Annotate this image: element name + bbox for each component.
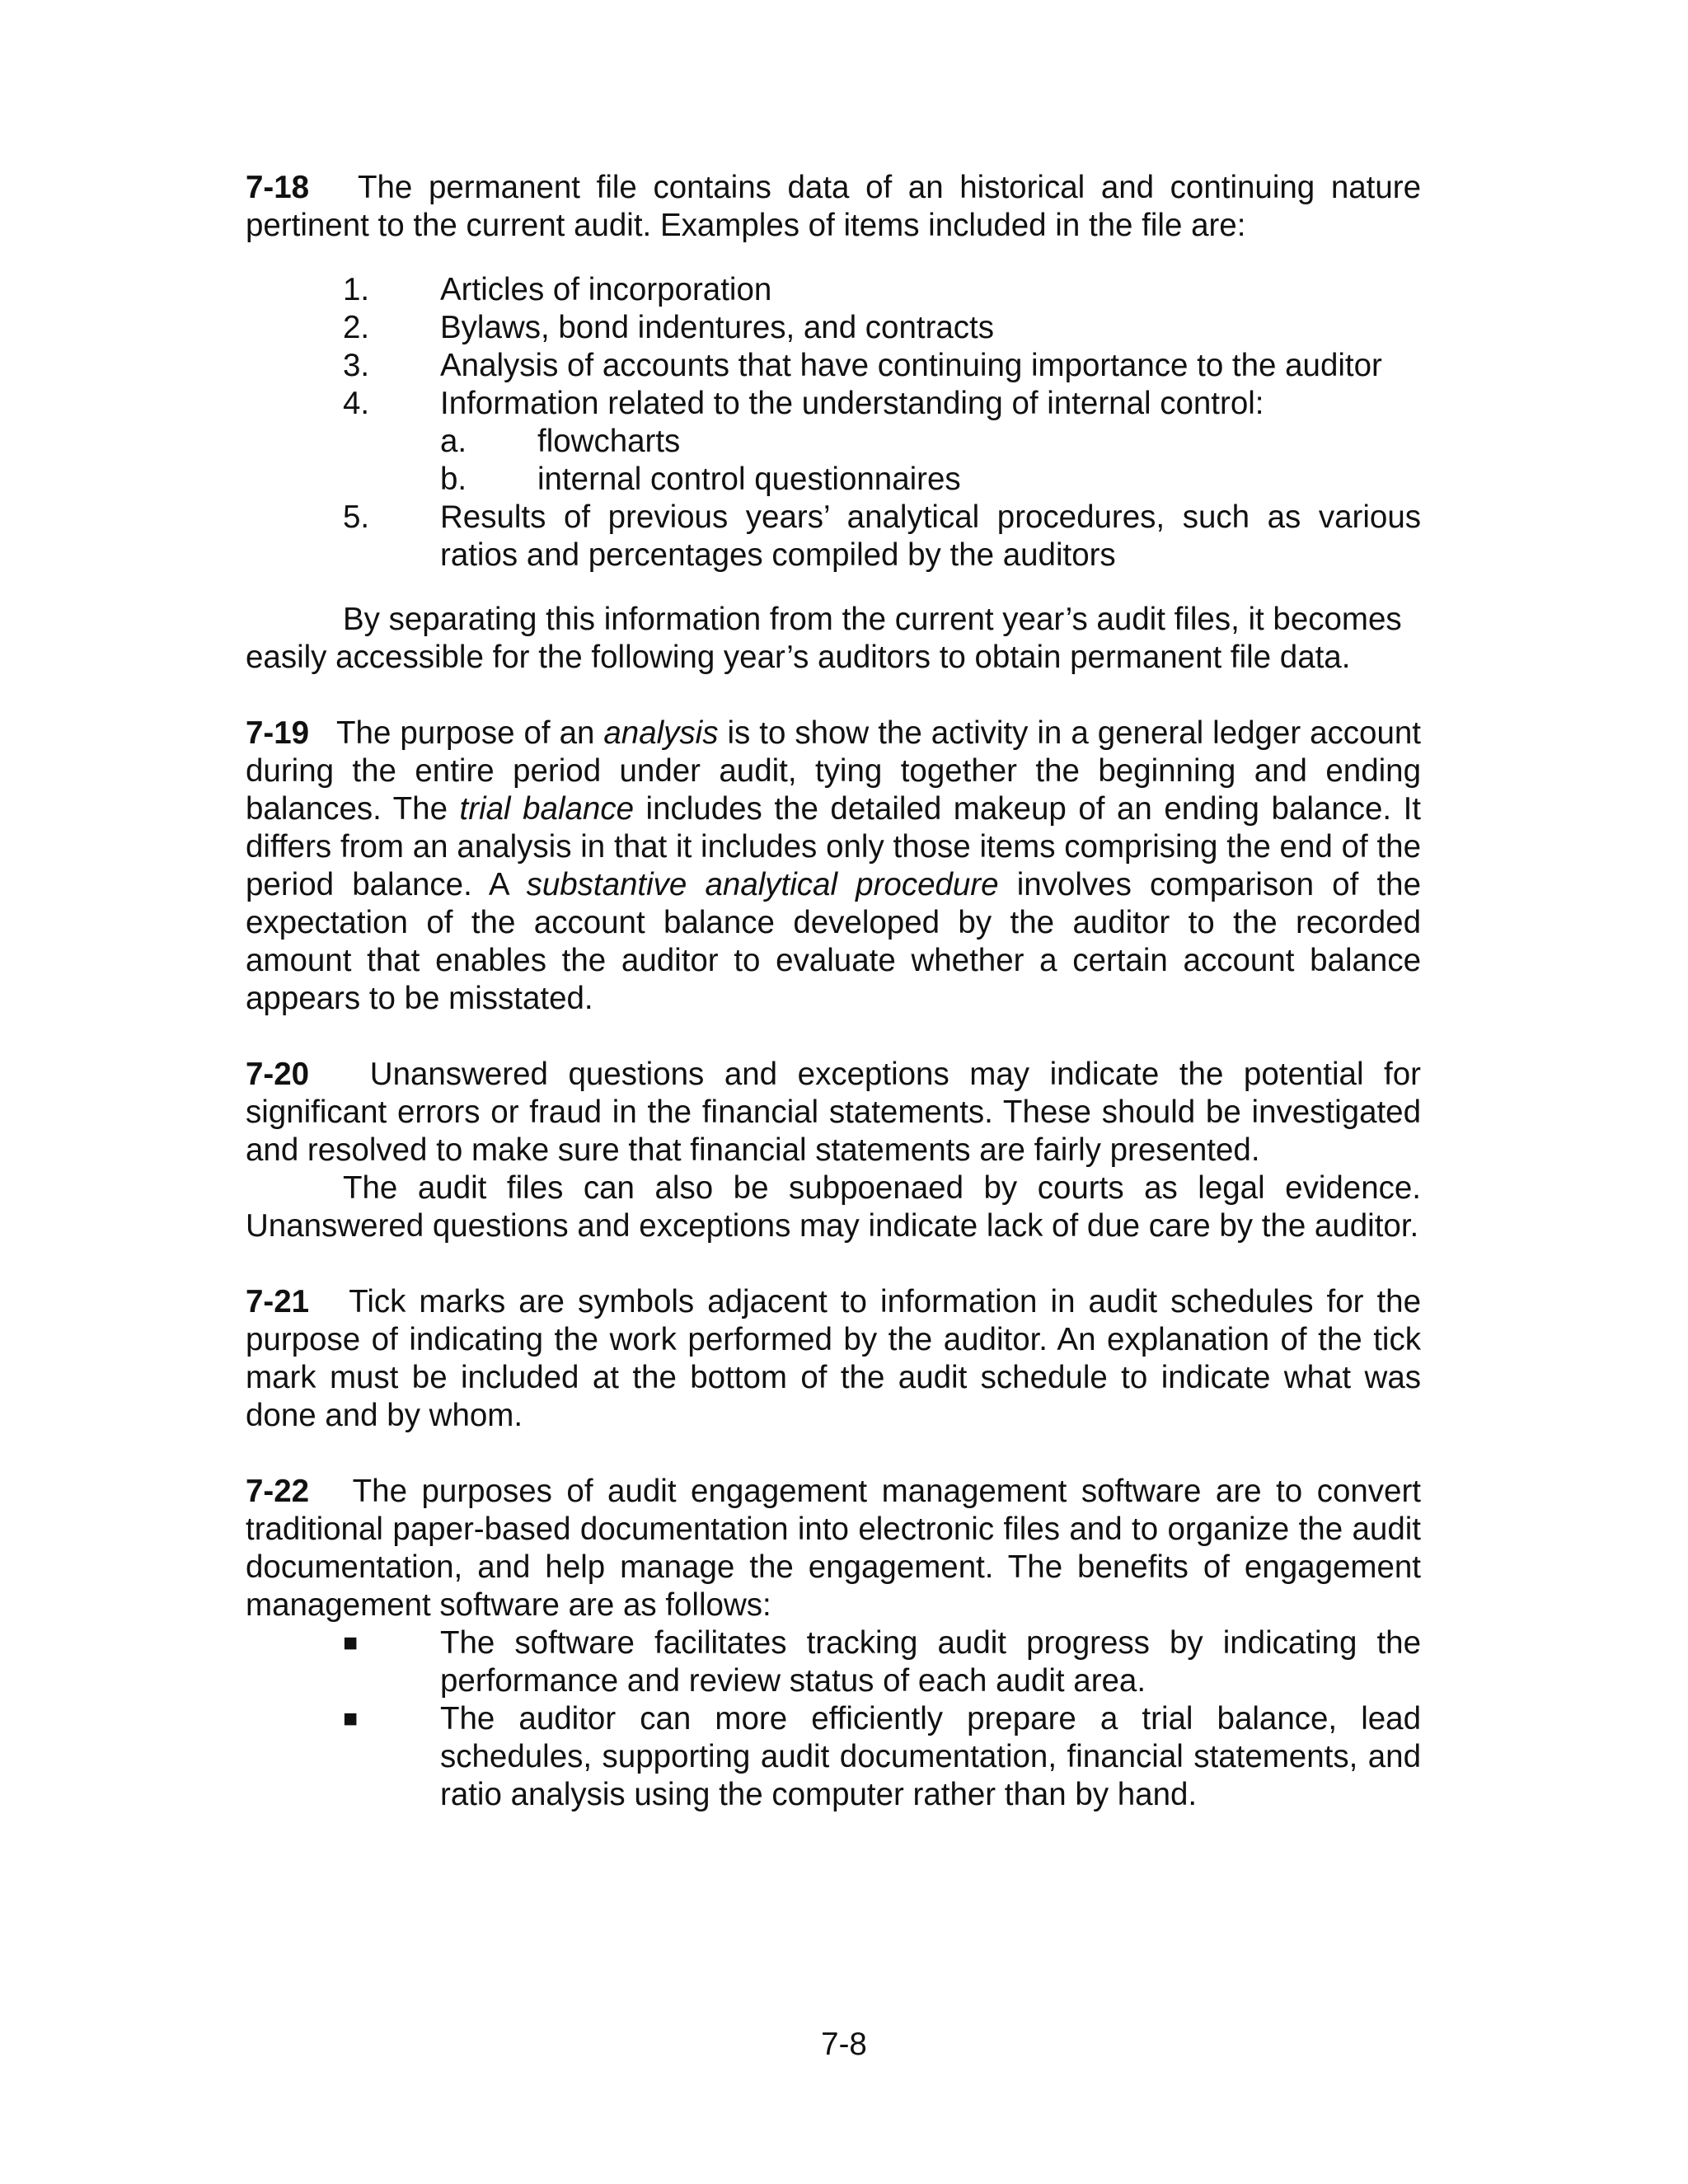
sub-list-marker: a. [440, 424, 467, 459]
q721-number: 7-21 [246, 1284, 310, 1319]
q718-intro-text: The permanent file contains data of an historical and continuing nature pertinent to the current audit. Examples of items included in the file are: [246, 170, 1422, 243]
q719-term-substantive-procedure: substantive analytical procedure [526, 867, 999, 902]
bullet-item-text: The auditor can more efficiently prepare a trial balance, lead schedules, supporting audit documentation, financial statements, and ratio analysis using the computer rather than by hand. [440, 1701, 1421, 1812]
q720-text-1: Unanswered questions and exceptions may indicate the potential for significant errors or fraud in the financial statements. These should be investigated and resolved to make sure that financial statements are fairly presented. [246, 1057, 1421, 1168]
q722-number: 7-22 [246, 1474, 310, 1509]
q719-text-2: is to show the activity in a general ledger account during the entire period under audit, tying together the beginning and ending balances. The [246, 715, 1421, 827]
q721-text: Tick marks are symbols adjacent to information in audit schedules for the purpose of indicating the work performed by the auditor. An explanation of the tick mark must be included at the bottom of the audit schedule to indicate what was done and by whom. [246, 1284, 1421, 1433]
sub-list-item [246, 423, 1421, 461]
list-item-text: Information related to the understanding of internal control: [440, 386, 1264, 421]
q720-number: 7-20 [246, 1057, 310, 1092]
q719-text-3: includes the detailed makeup of an ending balance. It differs from an analysis in that it includes only those items comprising the end of the period balance. A [246, 791, 1421, 902]
sub-list-marker: b. [440, 462, 467, 497]
list-item [246, 309, 1421, 347]
page-number: 7-8 [821, 2027, 867, 2062]
list-item [246, 385, 1421, 423]
bullet-item [246, 1624, 1421, 1700]
q718-intro [246, 169, 1421, 245]
q718-number: 7-18 [246, 170, 310, 205]
bullet-item-text: The software facilitates tracking audit progress by indicating the performance and review status of each audit area. [440, 1625, 1421, 1699]
list-marker: 2. [343, 310, 370, 345]
list-item-text: Articles of incorporation [440, 272, 772, 307]
q722-intro [246, 1473, 1421, 1624]
sub-list-item-text: flowcharts [537, 424, 681, 459]
q719-number: 7-19 [246, 715, 310, 751]
q718-list [246, 271, 1421, 574]
q719-text-1: The purpose of an [336, 715, 604, 751]
q719-paragraph [246, 715, 1421, 1018]
sub-list-item-text: internal control questionnaires [537, 462, 961, 497]
list-item [246, 499, 1421, 574]
square-bullet-icon: ■ [343, 1629, 359, 1657]
q718-closing: By separating this information from the current year’s audit files, it becomes easily accessible for the following year’s auditors to obtain permanent file data. [246, 602, 1402, 675]
list-marker: 5. [343, 499, 370, 535]
square-bullet-icon: ■ [343, 1705, 359, 1732]
q720-paragraph-1 [246, 1056, 1421, 1169]
q720-paragraph-2: The audit files can also be subpoenaed by courts as legal evidence. Unanswered questions and exceptions may indicate lack of due care by the auditor. [246, 1170, 1421, 1244]
q722-bullet-list [246, 1624, 1421, 1814]
q719-text-4: involves comparison of the expectation of the account balance developed by the auditor to the recorded amount that enables the auditor to evaluate whether a certain account balance appears to be misstated. [246, 867, 1421, 1016]
list-item [246, 271, 1421, 309]
list-marker: 4. [343, 386, 370, 421]
list-marker: 3. [343, 348, 370, 383]
q721-paragraph [246, 1283, 1421, 1435]
list-item-text: Results of previous years’ analytical procedures, such as various ratios and percentages compiled by the auditors [440, 499, 1421, 573]
q719-term-analysis: analysis [603, 715, 719, 751]
list-item [246, 347, 1421, 385]
list-marker: 1. [343, 272, 370, 307]
sub-list-item [246, 461, 1421, 499]
list-item-text: Bylaws, bond indentures, and contracts [440, 310, 995, 345]
list-item-text: Analysis of accounts that have continuing importance to the auditor [440, 348, 1382, 383]
document-page [246, 169, 1421, 1814]
bullet-item [246, 1700, 1421, 1814]
q722-intro-text: The purposes of audit engagement management software are to convert traditional paper-based documentation into electronic files and to organize the audit documentation, and help manage the engagement. The benefits of engagement management software are as follows: [246, 1474, 1421, 1623]
q719-term-trial-balance: trial balance [459, 791, 634, 827]
